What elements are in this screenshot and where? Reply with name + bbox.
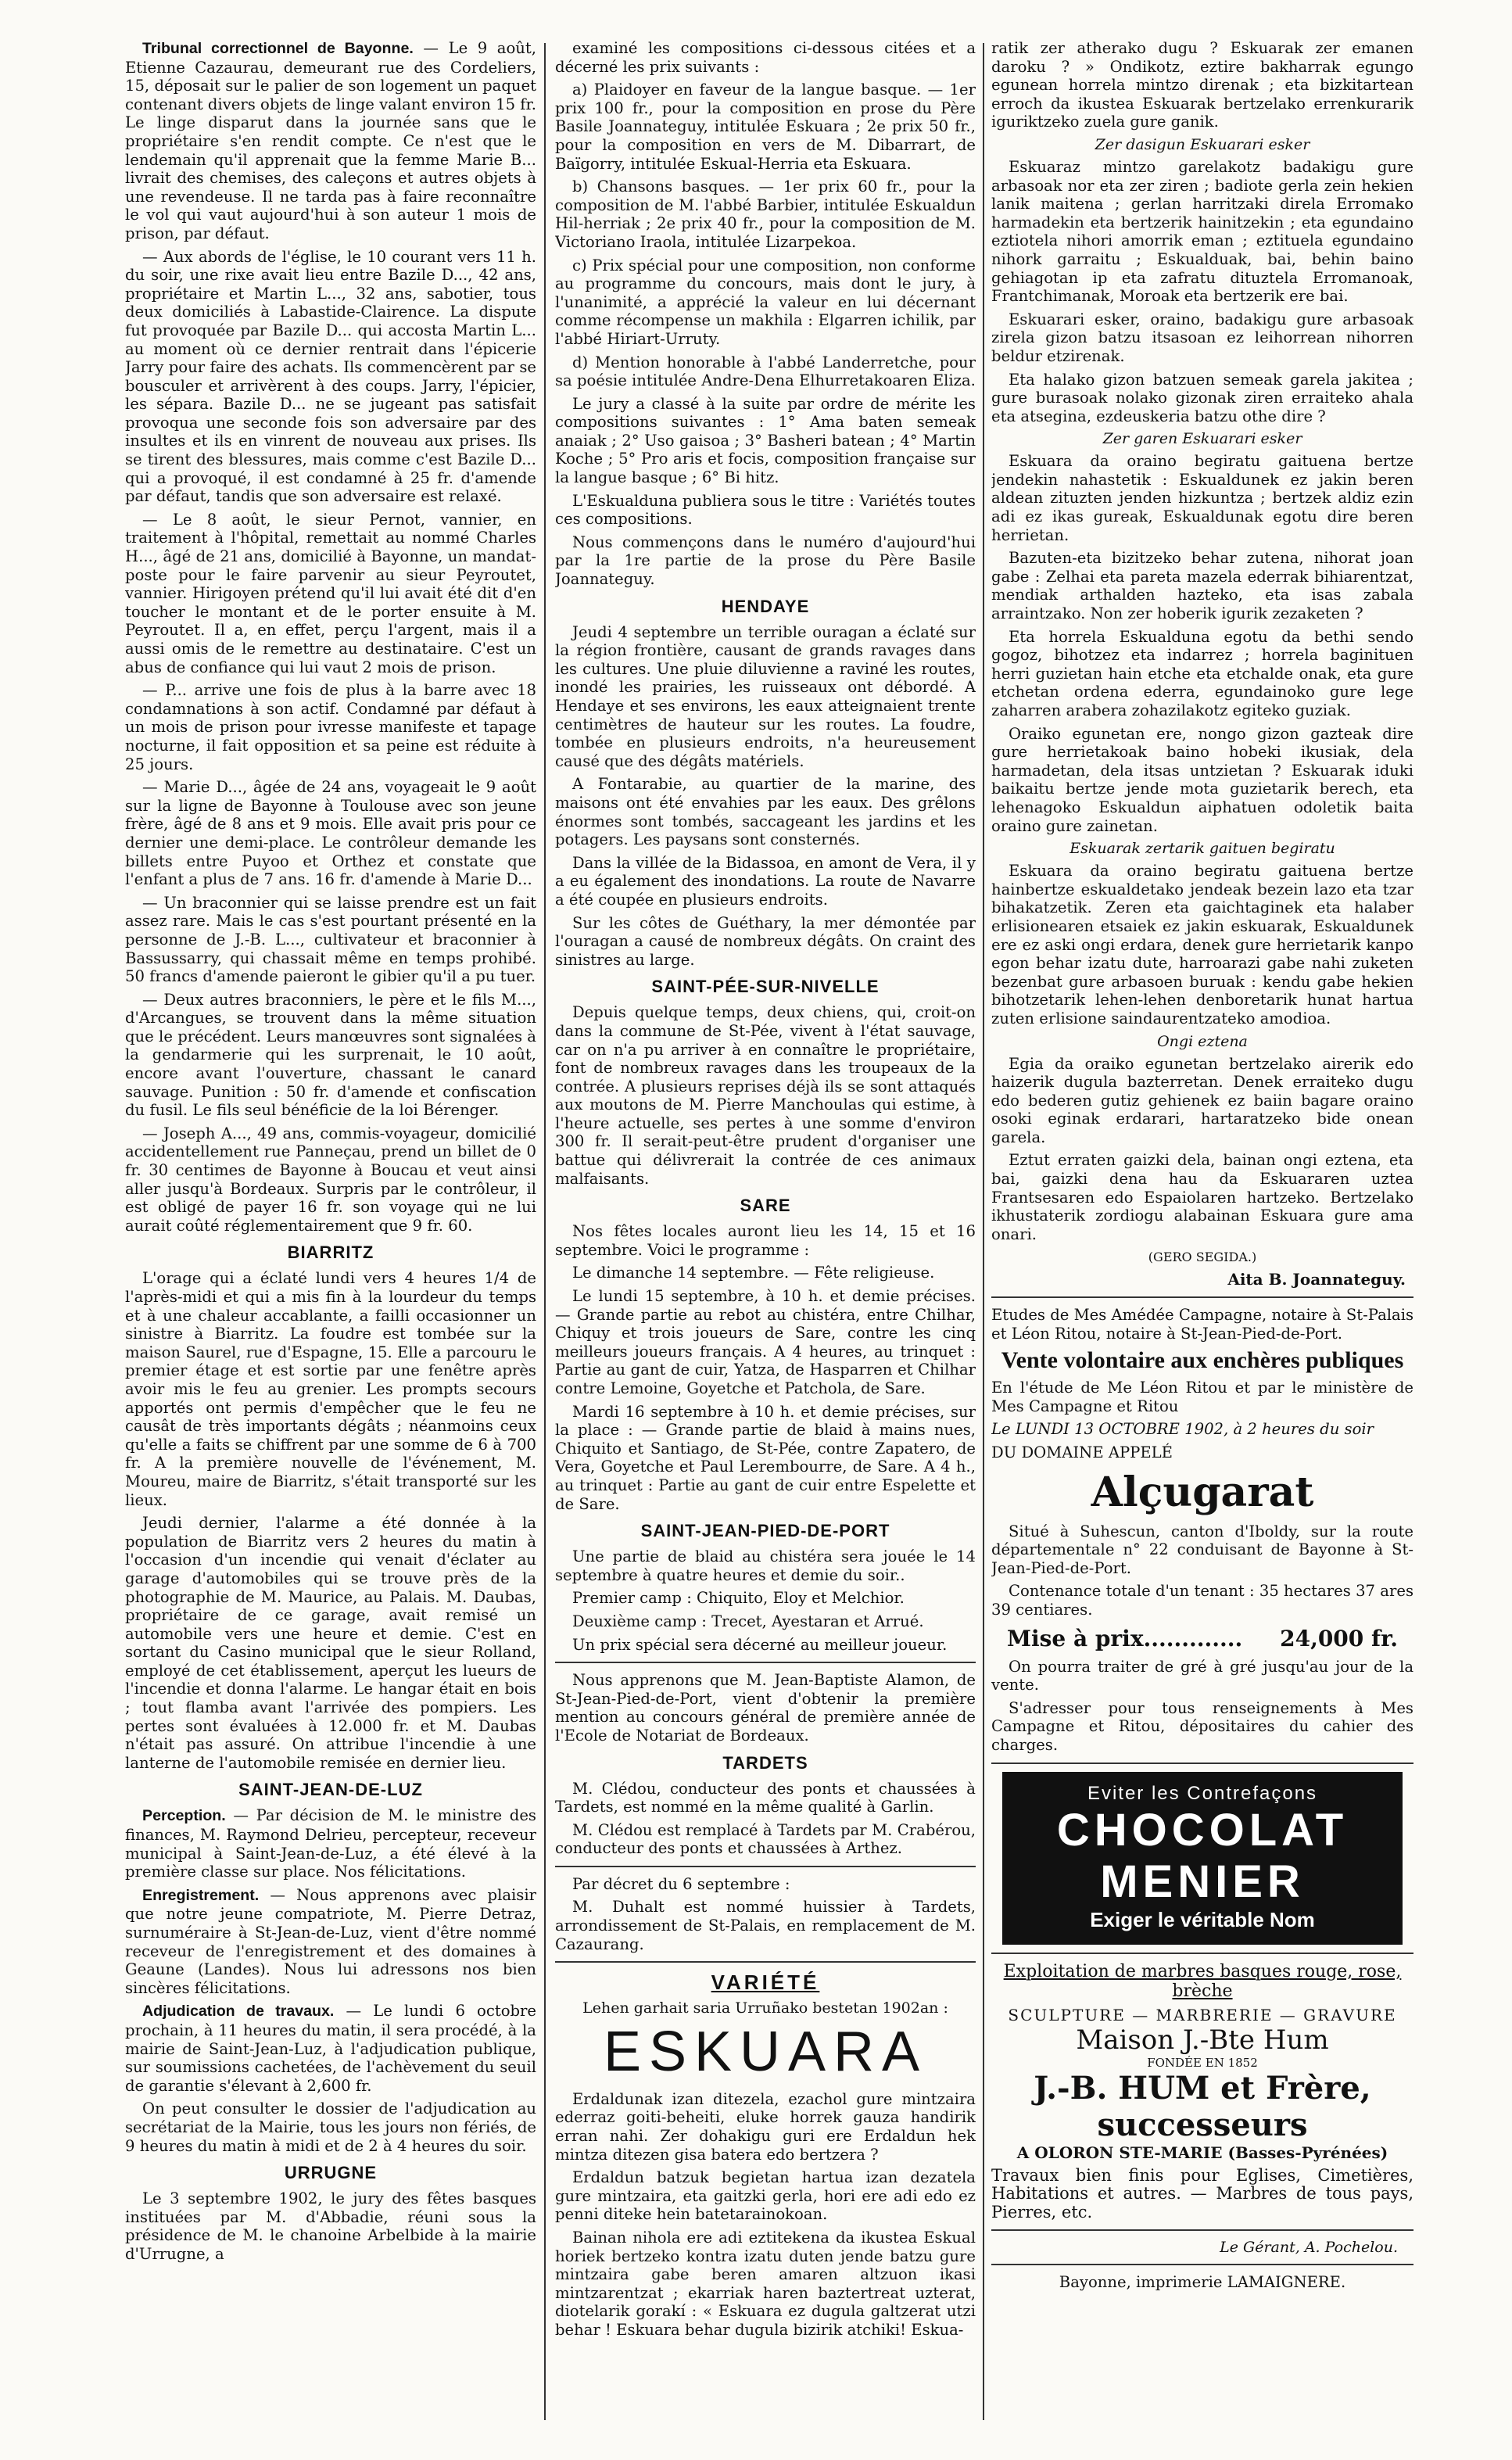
basque-subheading: Eskuarak zertarik gaituen begiratu [1070,840,1335,858]
divider [991,1296,1413,1298]
tardets-paragraph: M. Duhalt est nommé huissier à Tardets, arrondissement de St-Palais, en remplacement de M. Cazaurang. [555,1898,976,1953]
divider [991,2264,1413,2265]
column-divider [983,43,984,2420]
sare-heading: SARE [740,1196,791,1216]
sjpp-prize: Un prix spécial sera décerné au meilleur joueur. [572,1635,948,1654]
contenance: Contenance totale d'un tenant : 35 hectares 37 ares 39 centiares. [991,1582,1413,1619]
basque-paragraph: ratik zer atherako dugu ? Eskuarak zer emanen daroku ? » Ondikotz, eztire bakharrak egungo egunean horrela mintzo direnak ; eta bizkitartean erroch da ikustea Eskuarak bertzelako errenkurarik iguriktzeko zuela gure ganik. [991,39,1413,131]
adresser: S'adresser pour tous renseignements à Mes Campagne et Ritou, dépositaires du cahier des charges. [991,1698,1413,1754]
eskuara-paragraph: Bainan nihola ere adi eztitekena da ikustea Eskual horiek bertzeko kontra izatu duten jende batzu gure mintzaira gabe beren amaren altzuon ikasi mintzarentzat ; ekarriak haren baztertreat uzterat, diotelarik gorakí : « Eskuara ez dugula galtzerat utzi behar ! Eskuara behar dugula bizirik atchiki! Eskua- [555,2229,976,2339]
tardets-paragraph: M. Clédou, conducteur des ponts et chaussées à Tardets, est nommé en la même qualité à Garlin. [555,1779,976,1816]
vente-ad [991,1306,1413,1755]
tardets-paragraph: M. Clédou est remplacé à Tardets par M. Crabérou, conducteur des ponts et chaussées à Arthez. [555,1820,976,1858]
adjudication-paragraph: Adjudication de travaux. — Le lundi 6 octobre prochain, à 11 heures du matin, il sera procédé, à la mairie de Saint-Jean-Luz, à l'adjudication publique, sur soumissions cachetées, de l'achèvement du seuil de garantie s'élevant à 2,600 fr. [125,2002,536,2095]
column-2 [555,39,976,2424]
gerant-line: Le Gérant, A. Pochelou. [1220,2239,1398,2257]
adjudication-paragraph-2: On peut consulter le dossier de l'adjudication au secrétariat de la Mairie, tous les jours non fériés, de 9 heures du matin à midi et de 2 à 4 heures du soir. [125,2100,536,2155]
eskuara-title: ESKUARA [603,2020,928,2083]
prix-c: c) Prix spécial pour une composition, non conforme au programme du concours, mais dont le jury, à l'unanimité, a apprécié la valeur en lui décernant comme récompense un makhila : Elgarren ichilik, par l'abbé Hiriart-Urruty. [555,256,976,348]
column-1 [125,39,536,2424]
vente-title: Vente volontaire aux enchères publiques [1001,1347,1404,1374]
divider [991,2229,1413,2231]
hum-marbrerie-ad: Exploitation de marbres basques rouge, rose, brèche SCULPTURE — MARBRERIE — GRAVURE Maison J.-Bte Hum FONDÉE EN 1852 J.-B. HUM et Frère, successeurs A OLORON STE-MARIE (Basses-Pyrénées) Travaux bien finis pour Eglises, Cimetières, Habitations et autres. — Marbres de tous pays, Pierres, etc. [991,1961,1413,2222]
basque-paragraph: Eztut erraten gaizki dela, bainan ongi eztena, eta bai, gaizki dena hau da Eskuararen uztea Frantsesaren edo Espaiolaren hartzeko. Bertzelako ikhustaterik zordiogu alabainan Eskuara gure ama onari. [991,1151,1413,1243]
tribunal-paragraph: — Un braconnier qui se laisse prendre est un fait assez rare. Mais le cas s'est pourtant présenté en la personne de J.-B. L..., cultivateur et braconnier à Bassussarry, qui chassait même en temps prohibé. 50 francs d'amende paieront le gibier qu'il a pu tuer. [125,893,536,986]
urrugne-heading: URRUGNE [284,2163,378,2183]
divider [991,1953,1413,1954]
alamon-paragraph: Nous apprenons que M. Jean-Baptiste Alamon, de St-Jean-Pied-de-Port, vient d'obtenir la première mention au concours général de première année de l'Ecole de Notariat de Bordeaux. [555,1671,976,1745]
basque-paragraph: Eskuara da oraino begiratu gaituena bertze hainbertze eskualdetako jendeak bezein lazo eta tzar bihakatzetik. Zeren eta gaichtaginek eta halaber erlisionearen etsaiek ez jakin eskuarak, Eskualdunek ere ez aski ongi erdara, denek gure herrietarik kanpo egon behar izatu dute, harroarazi gabe nahi zuketen bezenbat gure arbasoen buruak : kendu gabe hekien bihotzetarik lehen-lehen denboretarik hunat hartua zuten erlisione saindaurentzateko amodioa. [991,862,1413,1027]
enregistrement-paragraph: Enregistrement. — Nous apprenons avec plaisir que notre jeune compatriote, M. Pierre Detraz, surnuméraire à St-Jean-de-Luz, vient d'être nommé receveur de l'enregistrement et des domaines à Geaune (Landes). Nous lui adressons nos bien sincères félicitations. [125,1885,536,1997]
tribunal-paragraph: — P... arrive une fois de plus à la barre avec 18 condamnations à son actif. Condamné par défaut à un mois de prison pour ivresse manifeste et tapage nocturne, il fait opposition et sa peine est réduite à 25 jours. [125,681,536,773]
basque-paragraph: Bazuten-eta bizitzeko behar zutena, nihorat joan gabe : Zelhai eta pareta mazela ederrak bihiarentzat, mendiak arthalden hazteko, eta isas zabala arraintzako. Non zer hoberik igurik zezaketen ? [991,549,1413,623]
sare-intro: Nos fêtes locales auront lieu les 14, 15 et 16 septembre. Voici le programme : [555,1222,976,1259]
divider [555,1662,976,1663]
to-be-continued: (GERO SEGIDA.) [1148,1250,1257,1265]
divider [991,1763,1413,1764]
tardets-heading: TARDETS [722,1752,808,1773]
tardets-paragraph: Par décret du 6 septembre : [572,1874,790,1893]
basque-subheading: Zer dasigun Eskuarari esker [1095,135,1310,153]
prix-d: d) Mention honorable à l'abbé Landerretche, pour sa poésie intitulée Andre-Dena Elhurretakoaren Eliza. [555,353,976,390]
basque-paragraph: Eskuara da oraino begiratu gaituena bertze jendekin nahastetik : Eskualdunek ez jakin beren aldean zituzten jenden hizkuntza ; bertzek aldiz ezin adi ez ikas gureak, Eskualdunak egotu dire beren herrietan. [991,452,1413,544]
vente-etude: En l'étude de Me Léon Ritou et par le ministère de Mes Campagne et Ritou [991,1379,1413,1415]
eskuara-paragraph: Erdaldun batzuk begietan hartua izan dezatela gure mintzaira, eta gaitzki gerla, hori ere adi edo ez penni diteke hein batetarainokoan. [555,2168,976,2224]
sjl-heading: SAINT-JEAN-DE-LUZ [238,1780,423,1800]
biarritz-heading: BIARRITZ [287,1243,374,1263]
mise-a-prix [1007,1626,1398,1651]
basque-paragraph: Eskuarari esker, oraino, badakigu gure arbasoak zirela gizon batzu itsasoan ez leihorrean nihorren beldur etzirenak. [991,310,1413,365]
situe: Situé à Suhescun, canton d'Iboldy, sur la route départementale n° 22 conduisant de Bayonne à St-Jean-Pied-de-Port. [991,1522,1413,1577]
sare-day-16: Mardi 16 septembre à 10 h. et demie précises, sur la place : — Grande partie de blaid à mains nues, Chiquito et Santiago, de St-Pée, contre Zapatero, de Vera, Goyetche et Paul Lerembourre, de Sare. A 4 h., au trinquet : Partie au gant de cuir entre Espelette et de Sare. [555,1402,976,1513]
basque-paragraph: Egia da oraiko egunetan bertzelako airerik edo haizerik dugula bazterretan. Denek erraiteko dugu edo bederen gutiz gehienek ez baiin bagare oraino osoki eginak erdarari, hartaratzeko bide onean garela. [991,1054,1413,1146]
sjpp-paragraph: Une partie de blaid au chistéra sera jouée le 14 septembre à quatre heures et demie du soir.. [555,1547,976,1584]
divider [555,1866,976,1867]
column-3 [991,39,1413,2424]
divider [555,1961,976,1963]
tribunal-heading: Tribunal correctionnel de Bayonne. [142,40,414,57]
column-divider [544,43,546,2420]
biarritz-paragraph: L'orage qui a éclaté lundi vers 4 heures 1/4 de l'après-midi et qui a mis fin à la lourdeur du temps et à une chaleur accablante, a failli occasionner un sinistre à Biarritz. La foudre est tombée sur la maison Saurel, rue d'Espagne, 15. Elle a parcouru le premier étage et est sortie par une fenêtre après avoir mis le feu au grenier. Les prompts secours apportés ont permis d'empêcher que le feu ne causât de très importants dégâts ; néanmoins ceux qu'elle a faits se chiffrent par une somme de 6 à 700 fr. A la première nouvelle de l'événement, M. Moureu, maire de Biarritz, s'était transporté sur les lieux. [125,1269,536,1509]
eskualduna-note: L'Eskualduna publiera sous le titre : Variétés toutes ces compositions. [555,491,976,529]
tribunal-paragraph: — Le 8 août, le sieur Pernot, vannier, en traitement à l'hôpital, remettait au nommé Charles H..., âgé de 21 ans, domicilié à Bayonne, un mandat-poste pour le faire parvenir au sieur Peyroutet, vannier. Hirigoyen prétend qu'il lui avait été dit d'en toucher le montant et de le porter ensuite à M. Peyroutet. Il a, en effet, perçu l'argent, mais il a aussi omis de le remettre au destinataire. C'est un abus de confiance qui lui vaut 2 mois de prison. [125,510,536,676]
stpee-paragraph: Depuis quelque temps, deux chiens, qui, croit-on dans la commune de St-Pée, vivent à l'état sauvage, car on n'a pu arriver à en connaître le propriétaire, font de nombreux ravages dans les troupeaux de la contrée. A plusieurs reprises déjà ils se sont attaqués aux moutons de M. Pierre Manchoulas qui estime, à l'heure actuelle, ses pertes à une somme d'environ 300 fr. Il serait-peut-être prudent d'organiser une battue qui délivrerait la contrée de ces animaux malfaisants. [555,1003,976,1188]
basque-paragraph: Eskuaraz mintzo garelakotz badakigu gure arbasoak nor eta zer ziren ; badiote gerla zein hekien lanik maitena ; gerlan harritzaki direla Erromako harmadekin eta bertzerik hainitzekin ; eta egundaino eztiotela nihori amorrik eman ; eztituela egundaino nihork garraitu ; Eskualduak, bai, behin baino gehiagotan ip eta zafratu dituztela Erromanoak, Frantchimanak, Moroak eta bertzerik ere bai. [991,157,1413,306]
tribunal-article: Tribunal correctionnel de Bayonne. — Le 9 août, Etienne Cazaurau, demeurant rue des Cordeliers, 15, déposait sur le palier de son logement un paquet contenant divers objets de linge valant environ 15 fr. Le linge disparut dans la journée sans que le propriétaire s'en rendit compte. Ce n'est que le lendemain qu'il apprenait que la femme Marie B... livrait des chemises, des caleçons et autres objets à une revendeuse. Il ne tarda pas à faire reconnaître le vol qui vaut aujourd'hui à son auteur 1 mois de prison, par défaut. [125,39,536,242]
tribunal-paragraph: — Aux abords de l'église, le 10 courant vers 11 h. du soir, une rixe avait lieu entre Bazile D..., 42 ans, propriétaire et Martin L..., 32 ans, sabotier, tous deux domiciliés à Labastide-Clairence. La dispute fut provoquée par Bazile D... qui accosta Martin L... au moment où ce dernier rentrait dans l'épicerie Jarry pour faire des achats. Ils commencèrent par se bousculer et arrivèrent à des coups. Jarry, l'épicier, les sépara. Bazile D... ne se jugeant pas satisfait provoqua une seconde fois son adversaire par des insultes et ils en vinrent de nouveau aux prises. Ils se tirent des blessures, mais comme c'est Bazile D... qui a provoqué, il est condamné à 25 fr. d'amende par défaut, tandis que son adversaire est relaxé. [125,247,536,506]
mise-value: 24,000 fr. [1280,1625,1398,1651]
biarritz-paragraph: Jeudi dernier, l'alarme a été donnée à la population de Biarritz vers 2 heures du matin à l'occasion d'un incendie qui venait d'éclater au garage d'automobiles qui se trouve près de la photographie de M. Maurice, au Palais. M. Daubas, propriétaire de ce garage, avait remisé un automobile vers une heure et demie. C'est en sortant du Casino municipal que le sieur Rolland, employé de cet établissement, aperçut les lueurs de l'incendie et donna l'alarme. Le hangar était en bois ; tout flamba avant l'arrivée des pompiers. Les pertes sont évaluées à 12.000 fr. et M. Daubas n'était pas assuré. On attribue l'incendie à une lanterne de l'automobile remisée en dernier lieu. [125,1514,536,1772]
basque-subheading: Zer garen Eskuarari esker [1102,430,1302,448]
hendaye-paragraph: Sur les côtes de Guéthary, la mer démontée par l'ouragan a causé de nombreux dégâts. On craint des sinistres au large. [555,913,976,969]
vente-date: Le LUNDI 13 OCTOBRE 1902, à 2 heures du soir [991,1420,1374,1439]
sjpp-camp-1: Premier camp : Chiquito, Eloy et Melchior. [572,1589,905,1608]
chocolat-menier-ad: Eviter les Contrefaçons CHOCOLAT MENIER Exiger le véritable Nom [1002,1772,1403,1945]
stpee-heading: SAINT-PÉE-SUR-NIVELLE [651,977,880,997]
gre-a-gre: On pourra traiter de gré à gré jusqu'au jour de la vente. [991,1657,1413,1694]
eskuara-paragraph: Erdaldunak izan ditezela, ezachol gure mintzaira ederraz goiti-beheiti, eluke horrek gauza handirik erran nahi. Zer dohakigu guri ere Erdaldun hek mintza ditezen gisa batera edo bertzera ? [555,2089,976,2164]
classement: Le jury a classé à la suite par ordre de mérite les compositions suivantes : 1° Ama baten semeak anaiak ; 2° Uso gaisoa ; 3° Basheri batean ; 4° Martin Koche ; 5° Pro aris et focis, composition française sur la langue basque ; 6° Bi hitz. [555,394,976,487]
basque-paragraph: Eta horrela Eskualduna egotu da bethi sendo gogoz, bihotzez eta indarrez ; horrela baginituen herri guzietan hain etche eta etchalde onak, eta gure etchetan ordena ederra, egundainoko gure lege zaharren arabera zohazilakotz egiteko guziak. [991,627,1413,719]
sjpp-camp-2: Deuxième camp : Trecet, Ayestaran et Arrué. [572,1612,924,1630]
basque-paragraph: Oraiko egunetan ere, nongo gizon gazteak dire gure herrietakoak baino hobeki ikusiak, dela harmadetan, dela itsas untzietan ? Eskuarak iduki baikaitu bertze jende mota guzietarik berech, eta lehenagoko Eskualdun aiphatuen odoletik baita oraino gure zainetan. [991,724,1413,835]
place-name: Alçugarat [1091,1468,1314,1516]
basque-paragraph: Eta halako gizon batzuen semeak garela jakitea ; gure burasoak nolako gizonak ziren erraiteko ahala eta atsegina, ezdeuskeria batzu othe dire ? [991,370,1413,425]
imprimerie-line: Bayonne, imprimerie LAMAIGNERE. [1059,2273,1346,2292]
etude-line: Etudes de Mes Amédée Campagne, notaire à St-Palais et Léon Ritou, notaire à St-Jean-Pied-de-Port. [991,1306,1413,1343]
variete-title: VARIÉTÉ [711,1971,820,1995]
jury-intro: examiné les compositions ci-dessous citées et a décerné les prix suivants : [555,39,976,76]
author-signature: Aita B. Joannateguy. [1227,1270,1406,1289]
basque-subheading: Ongi eztena [1157,1032,1248,1050]
commencons-note: Nous commençons dans le numéro d'aujourd'hui par la 1re partie de la prose du Père Basile Joannateguy. [555,533,976,589]
hendaye-paragraph: Jeudi 4 septembre un terrible ouragan a éclaté sur la région frontière, causant de grands ravages dans les cultures. Une pluie diluvienne a raviné les routes, inondé les prairies, les ruisseaux ont débordé. A Hendaye et ses environs, les eaux atteignaient trente centimètres de hauteur sur les routes. La foudre, tombée en plusieurs endroits, n'a heureusement causé que des dégâts matériels. [555,622,976,770]
prix-b: b) Chansons basques. — 1er prix 60 fr., pour la composition de M. l'abbé Barbier, intitulée Eskualdun Hil-herriak ; 2e prix 40 fr., pour la composition de M. Victoriano Iraola, intitulée Lizarpekoa. [555,178,976,251]
sare-day-15: Le lundi 15 septembre, à 10 h. et demie précises. — Grande partie au rebot au chistéra, entre Chilhar, Chiquy et trois joueurs de Sare, contre les cinq meilleurs joueurs français. A 4 heures, au trinquet : Partie au gant de cuir, Yatza, de Hasparren et Chilhar contre Lemoine, Goyetche et Patchola, de Sare. [555,1287,976,1397]
tribunal-paragraph: — Deux autres braconniers, le père et le fils M..., d'Arcangues, se trouvent dans la même situation que le précédent. Leurs manœuvres sont signalées à la gendarmerie qui les surprenait, le 10 août, encore avant l'ouverture, chassant le canard sauvage. Punition : 50 fr. d'amende et confiscation du fusil. Le fils seul bénéficie de la loi Bérenger. [125,990,536,1120]
sare-day-14: Le dimanche 14 septembre. — Fête religieuse. [572,1264,935,1282]
domaine-label: DU DOMAINE APPELÉ [991,1443,1173,1461]
hendaye-paragraph: Dans la villée de la Bidassoa, en amont de Vera, il y a eu également des inondations. La route de Navarre a été coupée en plusieurs endroits. [555,853,976,909]
perception-paragraph: Perception. — Par décision de M. le ministre des finances, M. Raymond Delrieu, percepteur, receveur municipal à Saint-Jean-de-Luz, a été élevé à la première classe sur place. Nos félicitations. [125,1806,536,1881]
hendaye-heading: HENDAYE [721,596,810,616]
tribunal-paragraph: — Joseph A..., 49 ans, commis-voyageur, domicilié accidentellement rue Panneçau, prend un billet de 0 fr. 30 centimes de Bayonne à Boucau et veut ainsi aller jusqu'à Bordeaux. Surpris par le contrôleur, il est obligé de payer 16 fr. son voyage qui ne lui aurait coûté réglementairement que 9 fr. 60. [125,1124,536,1235]
hendaye-paragraph: A Fontarabie, au quartier de la marine, des maisons ont été envahies par les eaux. Des grêlons énormes sont tombés, saccageant les jardins et les potagers. Les paysans sont consternés. [555,775,976,849]
prix-a: a) Plaidoyer en faveur de la langue basque. — 1er prix 100 fr., pour la composition en prose du Père Basile Joannateguy, intitulée Eskuara ; 2e prix 50 fr., pour la composition en vers de M. Dibarrart, de Baïgorry, intitulée Eskual-Herria eta Eskuara. [555,81,976,173]
mise-label: Mise à prix............. [1007,1625,1243,1651]
sjpp-heading: SAINT-JEAN-PIED-DE-PORT [640,1521,890,1541]
tribunal-paragraph: — Marie D..., âgée de 24 ans, voyageait le 9 août sur la ligne de Bayonne à Toulouse avec son jeune frère, âgé de 8 ans et 9 mois. Elle avait pris pour ce dernier une demi-place. Le contrôleur demande les billets entre Puyoo et Orthez et constate que l'enfant a plus de 7 ans. 16 fr. d'amende à Marie D... [125,778,536,889]
variete-subtitle: Lehen garhait saria Urruñako bestetan 1902an : [582,1999,948,2017]
urrugne-paragraph: Le 3 septembre 1902, le jury des fêtes basques instituées par M. d'Abbadie, réuni sous la présidence de M. le chanoine Arbelbide à la mairie d'Urrugne, a [125,2189,536,2263]
